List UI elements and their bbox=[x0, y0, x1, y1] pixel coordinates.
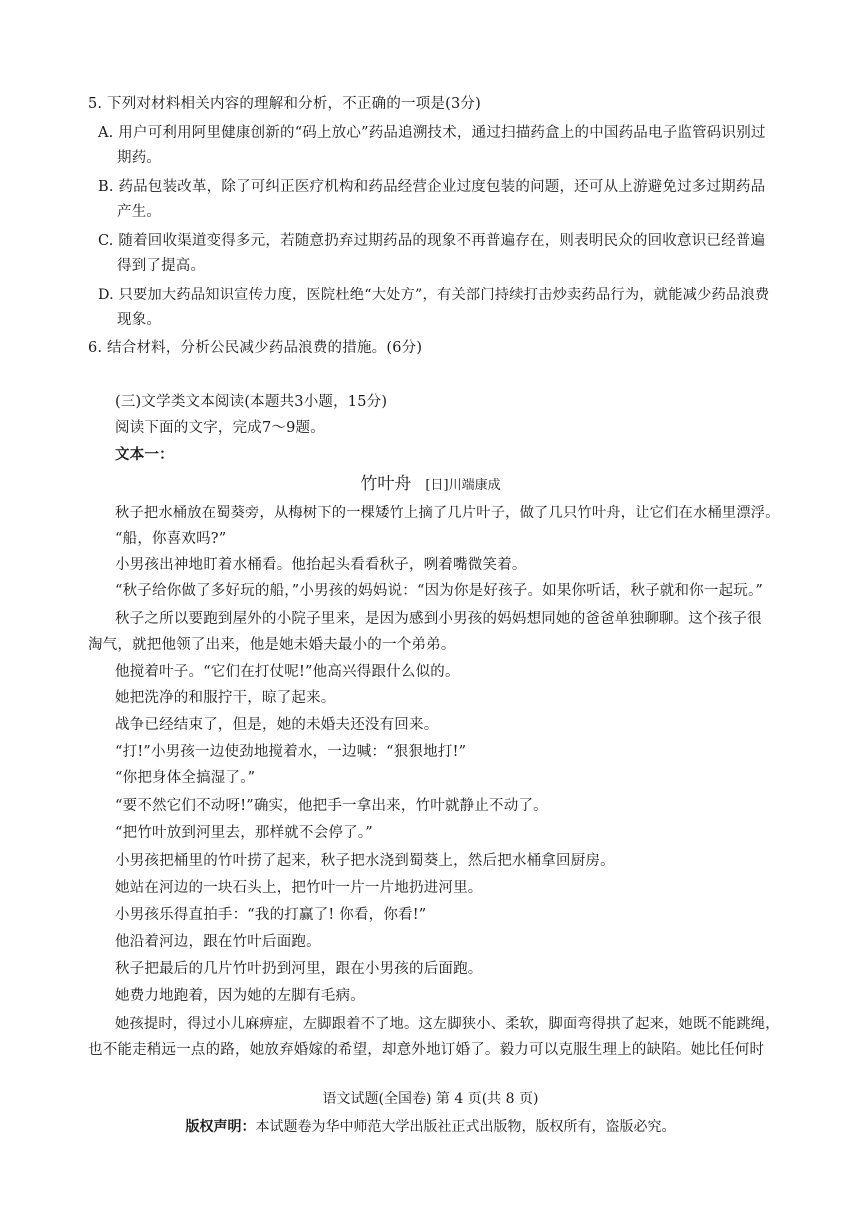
copyright-text: 本试题卷为华中师范大学出版社正式出版物，版权所有，盗版必究。 bbox=[255, 1119, 676, 1135]
story-line: 秋子把最后的几片竹叶扔到河里，跟在小男孩的后面跑。 bbox=[115, 961, 483, 977]
story-line: “把竹叶放到河里去，那样就不会停了。” bbox=[115, 825, 373, 841]
story-line: “秋子给你做了多好玩的船，”小男孩的妈妈说：“因为你是好孩子。如果你听话，秋子就和你一起玩。” bbox=[115, 583, 764, 599]
copyright-label: 版权声明： bbox=[185, 1119, 256, 1135]
story-line: “你把身体全搞湿了。” bbox=[115, 770, 256, 786]
story-line: 她费力地跑着，因为她的左脚有毛病。 bbox=[115, 988, 365, 1004]
story-line: 他沿着河边，跟在竹叶后面跑。 bbox=[115, 934, 321, 950]
text-label: 文本一： bbox=[115, 446, 174, 463]
story-line: 小男孩出神地盯着水桶看。他抬起头看看秋子，咧着嘴微笑着。 bbox=[115, 557, 527, 573]
story-line: 也不能走稍远一点的路，她放弃婚嫁的希望，却意外地订婚了。毅力可以克服生理上的缺陷。她比任何时 bbox=[88, 1042, 765, 1058]
story-title: 竹叶舟 bbox=[360, 474, 412, 494]
section-instruction: 阅读下面的文字，完成7～9题。 bbox=[115, 420, 325, 436]
option-b: B. 药品包装改革，除了可纠正医疗机构和药品经营企业过度包装的问题，还可从上游避免过多过期药品 bbox=[98, 179, 766, 195]
story-line: 她站在河边的一块石头上，把竹叶一片一片地扔进河里。 bbox=[115, 880, 483, 896]
story-line: 战争已经结束了，但是，她的未婚夫还没有回来。 bbox=[115, 717, 439, 733]
question-5-stem: 5. 下列对材料相关内容的理解和分析，不正确的一项是(3分) bbox=[88, 96, 481, 112]
option-c: C. 随着回收渠道变得多元，若随意扔弃过期药品的现象不再普遍存在，则表明民众的回收意识已经普遍 bbox=[98, 233, 766, 249]
option-d: D. 只要加大药品知识宣传力度，医院杜绝“大处方”，有关部门持续打击炒卖药品行为，就能减少药品浪费 bbox=[98, 287, 770, 303]
story-line: 淘气，就把他领了出来，他是她未婚夫最小的一个弟弟。 bbox=[88, 637, 456, 653]
story-line: “打!”小男孩一边使劲地搅着水，一边喊：“狠狠地打!” bbox=[115, 744, 467, 760]
story-author: [日]川端康成 bbox=[425, 478, 501, 493]
option-a: A. 用户可利用阿里健康创新的“码上放心”药品追溯技术，通过扫描药盒上的中国药品电子监管码识别过 bbox=[98, 125, 766, 141]
option-d-continued: 现象。 bbox=[117, 312, 162, 328]
story-line: 小男孩乐得直拍手：“我的打赢了! 你看，你看!” bbox=[115, 907, 427, 923]
option-b-continued: 产生。 bbox=[117, 204, 162, 220]
story-line: “要不然它们不动呀!”确实，他把手一拿出来，竹叶就静止不动了。 bbox=[115, 798, 548, 814]
story-line: 小男孩把桶里的竹叶捞了起来，秋子把水浇到蜀葵上，然后把水桶拿回厨房。 bbox=[115, 853, 615, 869]
story-title-line bbox=[0, 472, 861, 498]
story-line: 他搅着叶子。“它们在打仗呢!”他高兴得跟什么似的。 bbox=[115, 664, 460, 680]
option-c-continued: 得到了提高。 bbox=[117, 258, 206, 274]
page-number: 语文试题(全国卷) 第 4 页(共 8 页) bbox=[322, 1091, 539, 1107]
option-a-continued: 期药。 bbox=[117, 150, 162, 166]
story-line: 她孩提时，得过小儿麻痹症，左脚跟着不了地。这左脚狭小、柔软，脚面弯得拱了起来，她既不能跳绳， bbox=[115, 1016, 780, 1032]
section-heading: (三)文学类文本阅读(本题共3小题，15分) bbox=[115, 394, 388, 410]
story-line: “船，你喜欢吗?” bbox=[115, 531, 227, 547]
copyright-notice bbox=[0, 1116, 861, 1136]
question-6: 6. 结合材料，分析公民减少药品浪费的措施。(6分) bbox=[88, 340, 423, 356]
story-line: 秋子之所以要跑到屋外的小院子里来，是因为感到小男孩的妈妈想同她的爸爸单独聊聊。这个孩子很 bbox=[115, 611, 762, 627]
story-line: 她把洗净的和服拧干，晾了起来。 bbox=[115, 690, 336, 706]
story-line: 秋子把水桶放在蜀葵旁，从梅树下的一棵矮竹上摘了几片叶子，做了几只竹叶舟，让它们在水桶里漂浮。 bbox=[115, 505, 780, 521]
